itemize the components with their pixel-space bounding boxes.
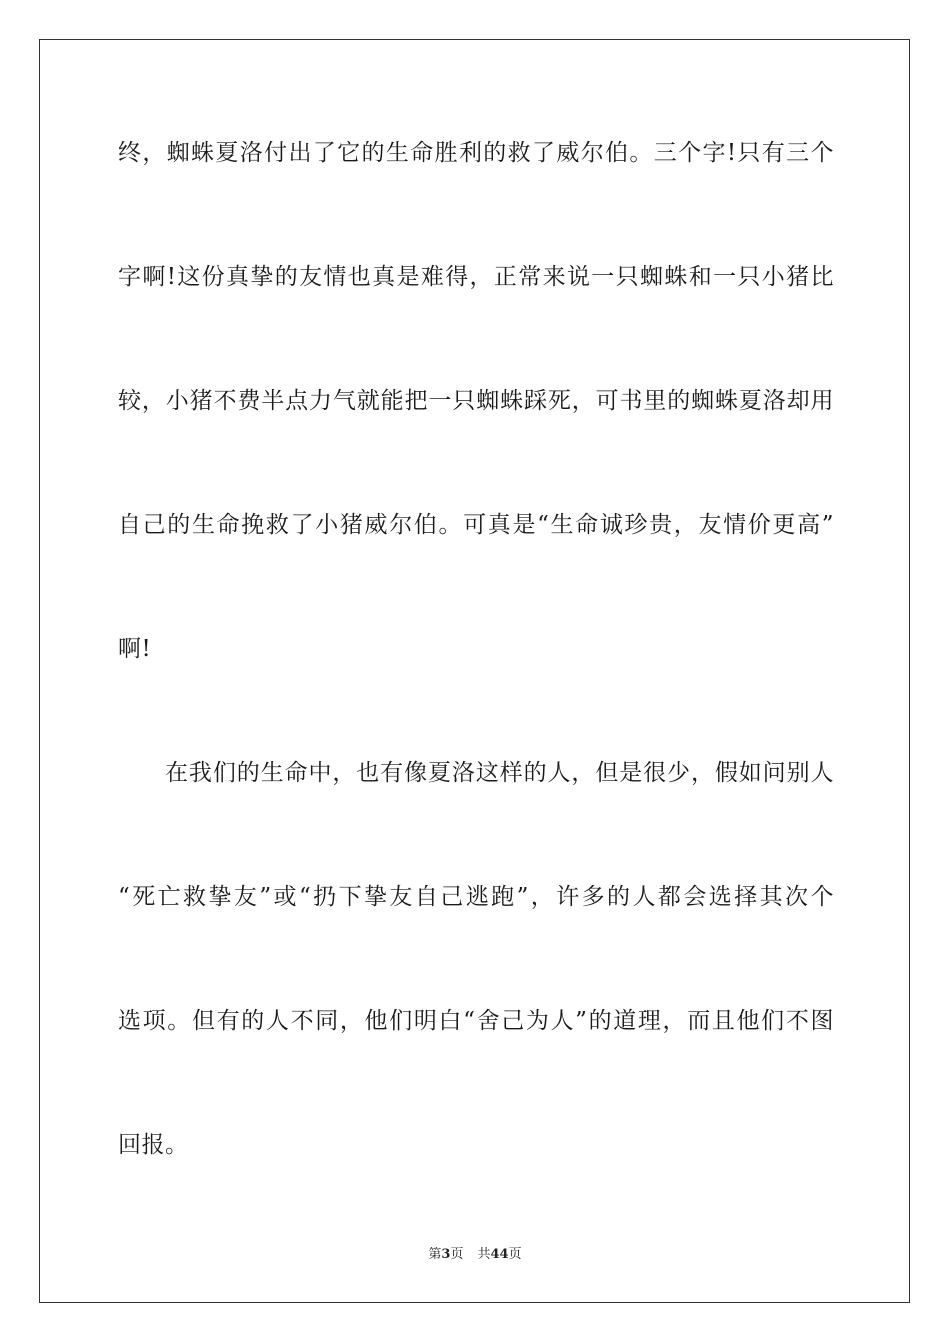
text-line-1: 终，蜘蛛夏洛付出了它的生命胜利的救了威尔伯。三个字!只有三个 <box>118 140 834 166</box>
footer-total-prefix: 共 <box>477 1247 491 1262</box>
footer-total-suffix: 页 <box>508 1247 522 1262</box>
text-line-8: 选项。但有的人不同，他们明白“舍己为人”的道理，而且他们不图 <box>118 1008 834 1034</box>
current-page-number: 3 <box>441 1247 451 1262</box>
text-line-5: 啊! <box>118 636 152 662</box>
footer-prefix: 第 <box>428 1247 442 1262</box>
text-line-9: 回报。 <box>118 1132 189 1158</box>
page-footer <box>0 1246 950 1264</box>
total-pages-number: 44 <box>490 1247 509 1262</box>
text-line-6: 在我们的生命中，也有像夏洛这样的人，但是很少，假如问别人 <box>165 760 834 786</box>
page-border <box>39 39 910 1303</box>
text-line-3: 较，小猪不费半点力气就能把一只蜘蛛踩死，可书里的蜘蛛夏洛却用 <box>118 388 834 414</box>
text-line-7: “死亡救挚友”或“扔下挚友自己逃跑”，许多的人都会选择其次个 <box>118 884 834 910</box>
text-line-4: 自己的生命挽救了小猪威尔伯。可真是“生命诚珍贵，友情价更高” <box>118 512 834 538</box>
text-line-2: 字啊!这份真挚的友情也真是难得，正常来说一只蜘蛛和一只小猪比 <box>118 264 834 290</box>
footer-page-suffix: 页 <box>450 1247 464 1262</box>
